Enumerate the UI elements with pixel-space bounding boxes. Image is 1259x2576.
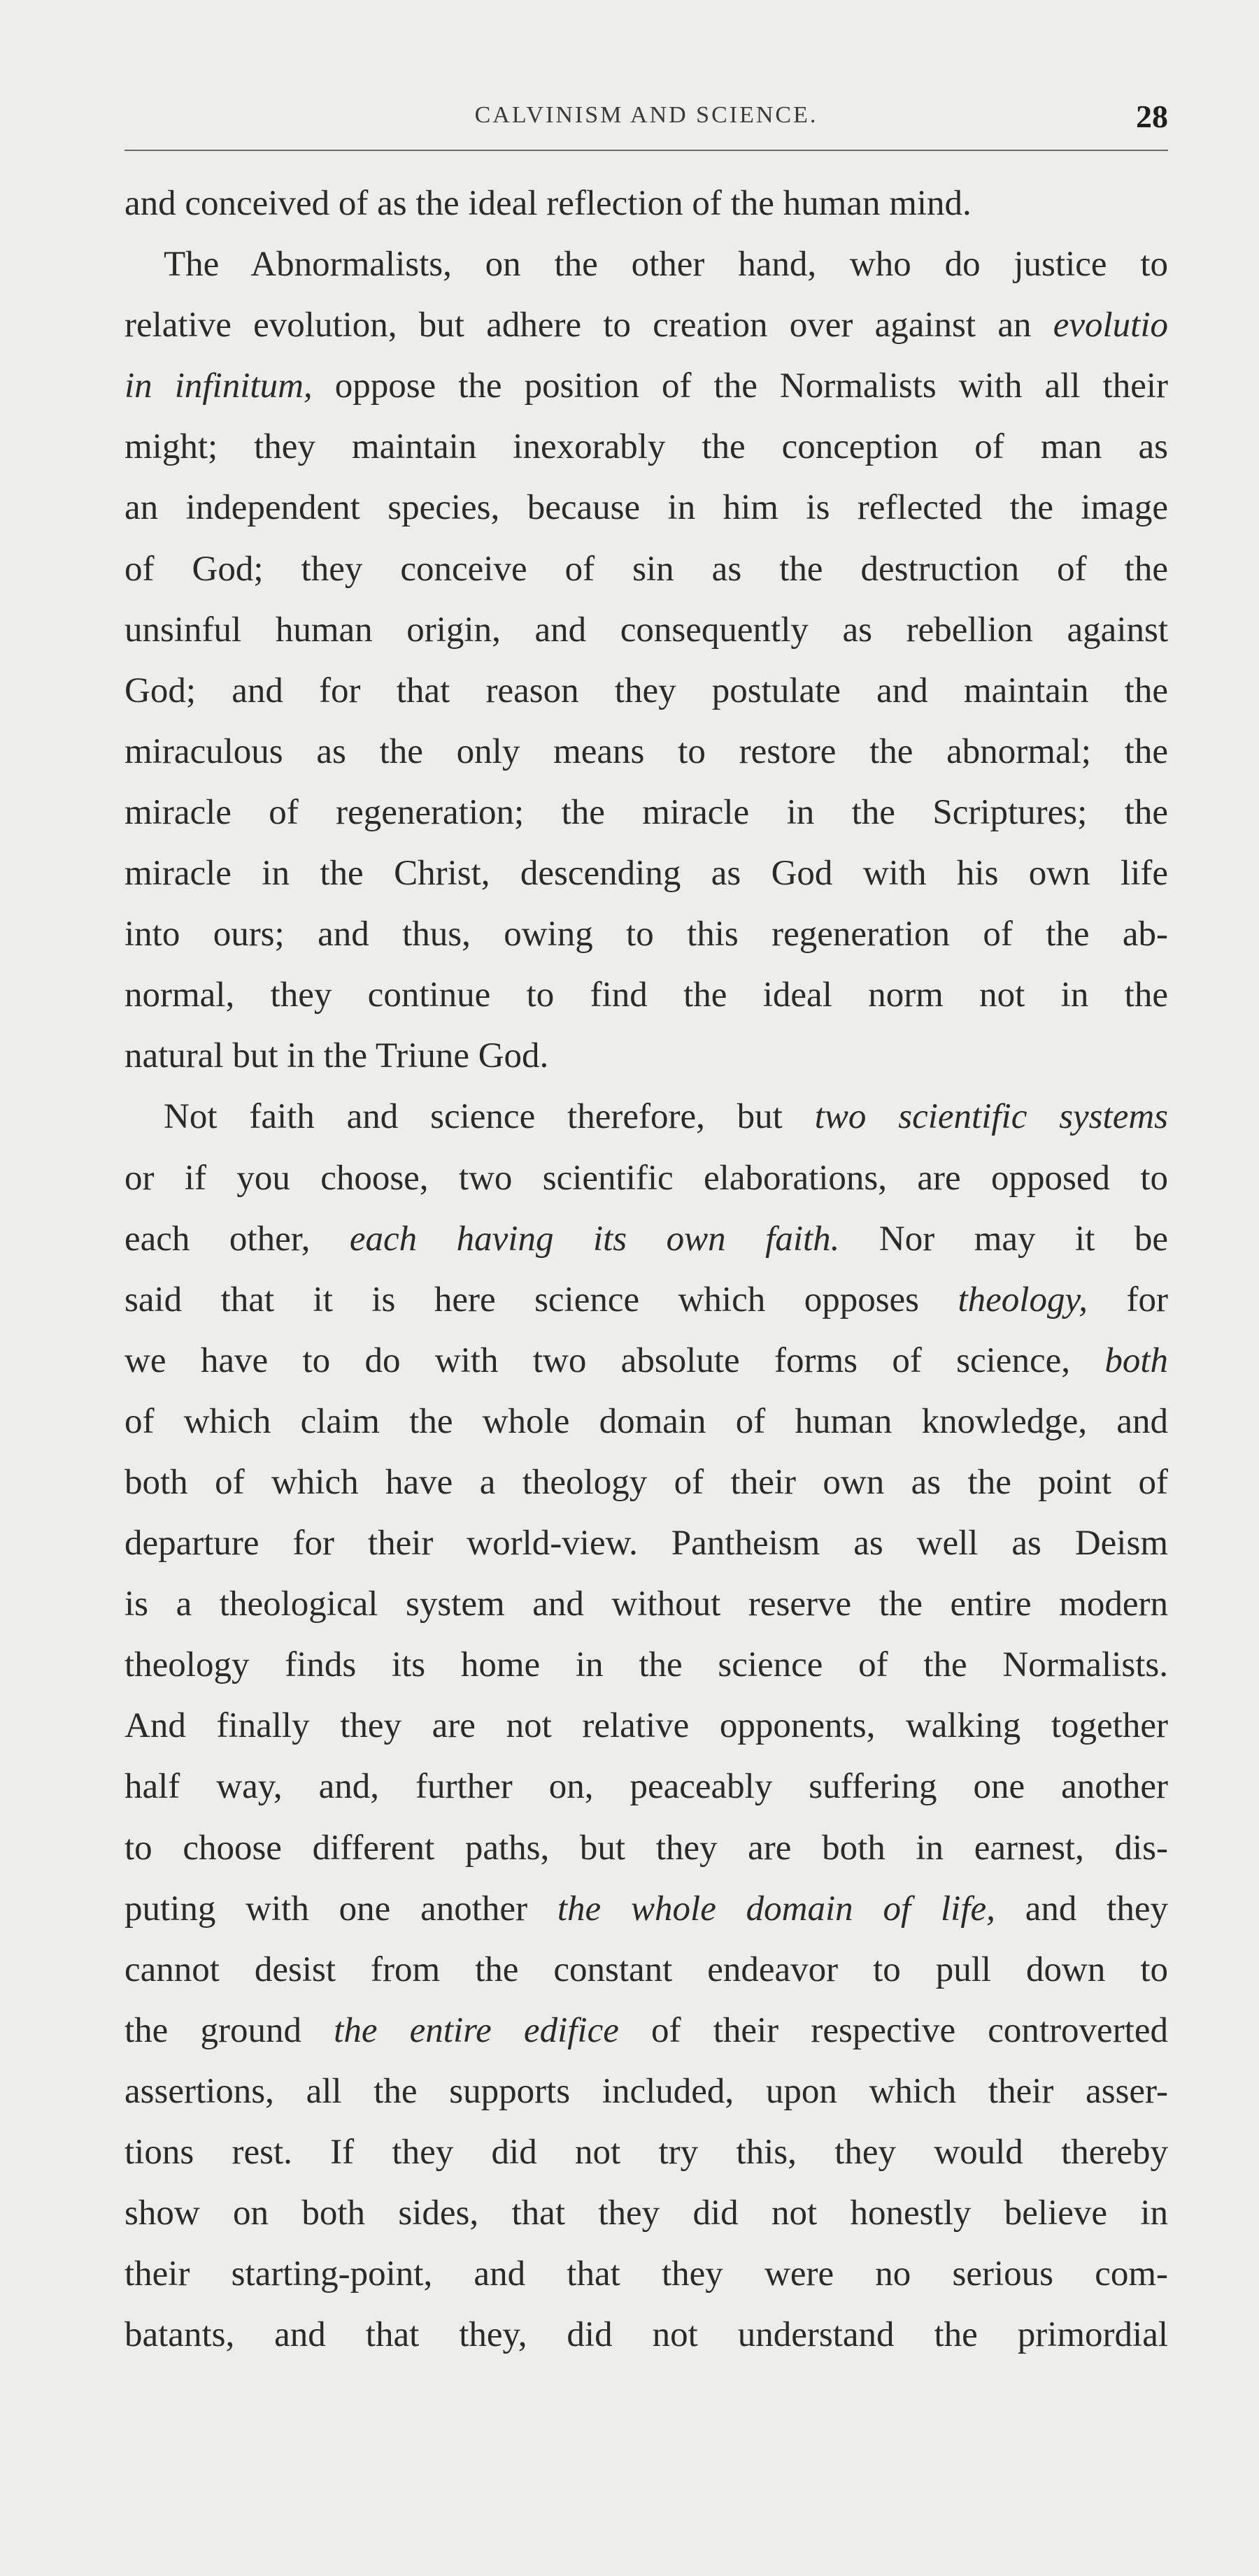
text-line xyxy=(125,356,1168,417)
line-text: is a theological system and without reserve the entire modern xyxy=(125,1584,1168,1624)
line-text: and conceived of as the ideal reflection of the human mind. xyxy=(125,184,972,223)
header-rule xyxy=(125,150,1168,151)
text-line xyxy=(125,1818,1168,1879)
text-line xyxy=(125,843,1168,904)
line-text: tions rest. If they did not try this, they would thereby xyxy=(125,2133,1168,2172)
line-text: miraculous as the only means to restore the abnormal; the xyxy=(125,731,1168,771)
line-text: or if you choose, two scientific elaborations, are opposed to xyxy=(125,1158,1168,1198)
text-line xyxy=(125,782,1168,843)
text-line xyxy=(125,965,1168,1026)
text-line xyxy=(125,1879,1168,1940)
text-line xyxy=(125,1452,1168,1513)
line-text: unsinful human origin, and consequently as rebellion against xyxy=(125,610,1168,650)
text-line xyxy=(125,234,1168,295)
text-line xyxy=(125,295,1168,356)
line-text: cannot desist from the constant endeavor to pull down to xyxy=(125,1949,1168,1989)
text-line xyxy=(125,1331,1168,1391)
line-text: The Abnormalists, on the other hand, who do justice to xyxy=(164,245,1168,285)
line-text: we have to do with two absolute forms of science, xyxy=(125,1340,1105,1380)
line-text: into ours; and thus, owing to this regeneration of the ab- xyxy=(125,915,1168,954)
text-line xyxy=(125,1391,1168,1452)
running-head xyxy=(125,98,1168,140)
line-text: each other, xyxy=(125,1219,350,1259)
page-number: 28 xyxy=(1136,99,1168,134)
line-text: assertions, all the supports included, upon which their asser- xyxy=(125,2071,1168,2111)
text-line xyxy=(125,1026,1168,1087)
italic-text: each having its own faith. xyxy=(349,1219,840,1259)
italic-text: two scientific systems xyxy=(814,1097,1168,1137)
running-title: CALVINISM AND SCIENCE. xyxy=(474,102,818,128)
text-line xyxy=(125,1209,1168,1270)
italic-text: evolutio xyxy=(1053,306,1168,345)
line-text: of which claim the whole domain of human knowledge, and xyxy=(125,1401,1168,1441)
text-line xyxy=(125,2244,1168,2305)
line-text: departure for their world-view. Pantheism as well as Deism xyxy=(125,1524,1168,1564)
line-text: natural but in the Triune God. xyxy=(125,1036,549,1076)
line-text: theology finds its home in the science of the Normalists. xyxy=(125,1645,1168,1685)
text-line xyxy=(125,173,1168,234)
text-line xyxy=(125,1940,1168,2001)
line-text: show on both sides, that they did not honestly believe in xyxy=(125,2194,1168,2233)
italic-text: both xyxy=(1104,1340,1168,1380)
line-text: an independent species, because in him is reflected the image xyxy=(125,488,1168,528)
line-text: might; they maintain inexorably the conception of man as xyxy=(125,427,1168,467)
line-text: Not faith and science therefore, but xyxy=(164,1097,815,1137)
line-text: batants, and that they, did not understand the primordial xyxy=(125,2315,1168,2355)
text-line xyxy=(125,417,1168,478)
text-line xyxy=(125,600,1168,661)
line-text: God; and for that reason they postulate and maintain the xyxy=(125,671,1168,710)
text-line xyxy=(125,1270,1168,1331)
line-text: miracle in the Christ, descending as God with his own life xyxy=(125,854,1168,894)
italic-text: the whole domain of life, xyxy=(557,1889,995,1929)
text-line xyxy=(125,1148,1168,1209)
line-text: of God; they conceive of sin as the destruction of the xyxy=(125,549,1168,589)
italic-text: the entire edifice xyxy=(334,2010,619,2050)
text-line xyxy=(125,539,1168,600)
text-line xyxy=(125,1574,1168,1635)
text-line xyxy=(125,904,1168,965)
italic-text: in infinitum, xyxy=(125,366,313,406)
text-line xyxy=(125,2061,1168,2122)
line-text: said that it is here science which opposes xyxy=(125,1280,958,1319)
text-line xyxy=(125,2122,1168,2183)
line-text: And finally they are not relative opponents, walking together xyxy=(125,1706,1168,1746)
line-text: relative evolution, but adhere to creation over against an xyxy=(125,306,1053,345)
text-line xyxy=(125,1696,1168,1756)
text-line xyxy=(125,478,1168,538)
italic-text: theology, xyxy=(958,1280,1088,1319)
line-text: the ground xyxy=(125,2010,334,2050)
text-line xyxy=(125,661,1168,722)
line-text: oppose the position of the Normalists with all their xyxy=(312,366,1168,406)
line-text: of their respective controverted xyxy=(618,2010,1168,2050)
text-line xyxy=(125,2305,1168,2366)
line-text: for xyxy=(1088,1280,1168,1319)
text-line xyxy=(125,1513,1168,1574)
line-text: Nor may it be xyxy=(839,1219,1168,1259)
text-line xyxy=(125,1087,1168,1147)
line-text: and they xyxy=(995,1889,1168,1929)
text-line xyxy=(125,2001,1168,2061)
line-text: their starting-point, and that they were no serious com- xyxy=(125,2254,1168,2294)
text-line xyxy=(125,1635,1168,1696)
line-text: half way, and, further on, peaceably suffering one another xyxy=(125,1767,1168,1807)
line-text: to choose different paths, but they are both in earnest, dis- xyxy=(125,1828,1168,1868)
text-line xyxy=(125,1756,1168,1817)
line-text: miracle of regeneration; the miracle in the Scriptures; the xyxy=(125,792,1168,832)
line-text: puting with one another xyxy=(125,1889,557,1929)
line-text: both of which have a theology of their own as the point of xyxy=(125,1462,1168,1502)
body-text xyxy=(125,173,1168,2366)
text-line xyxy=(125,2183,1168,2244)
line-text: normal, they continue to find the ideal norm not in the xyxy=(125,975,1168,1015)
text-line xyxy=(125,722,1168,782)
